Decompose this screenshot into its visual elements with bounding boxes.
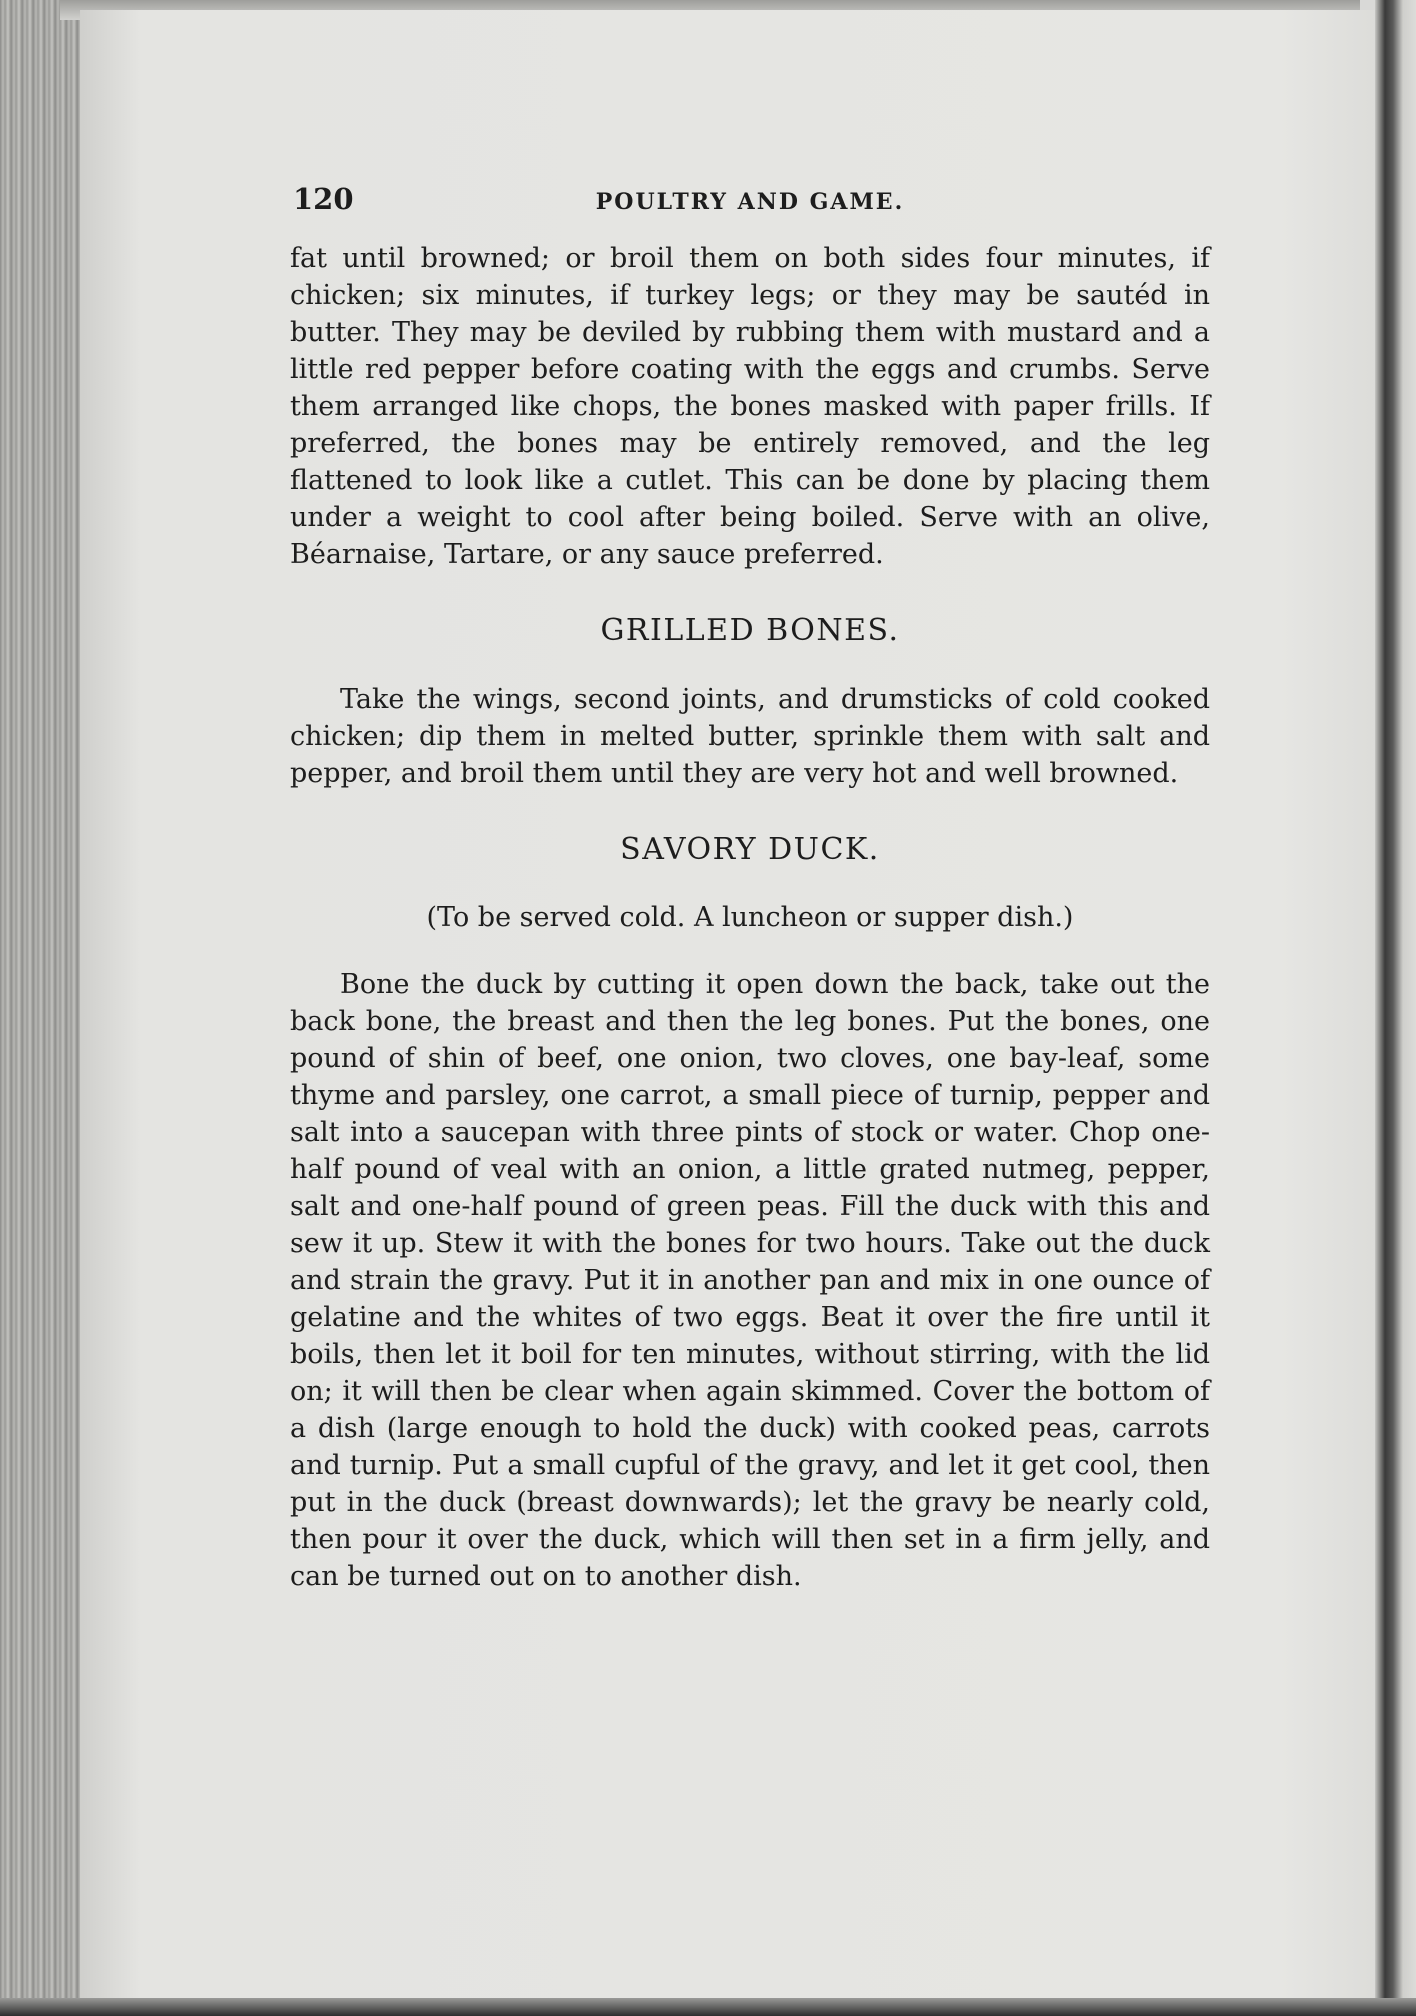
recipe-body-savory-duck: Bone the duck by cutting it open down the back, take out the back bone, the breast and then the leg bones. Put the bones, one pound of shin of beef, one onion, two cloves, one bay-leaf, some thyme and parsley, one carrot, a small piece of turnip, pepper and salt into a saucepan with three pints of stock or water. Chop one-half pound of veal with an onion, a little grated nutmeg, pepper, salt and one-half pound of green peas. Fill the duck with this and sew it up. Stew it with the bones for two hours. Take out the duck and strain the gravy. Put it in another pan and mix in one ounce of gelatine and the whites of two eggs. Beat it over the fire until it boils, then let it boil for ten minutes, without stirring, with the lid on; it will then be clear when again skimmed. Cover the bottom of a dish (large enough to hold the duck) with cooked peas, carrots and turnip. Put a small cupful of the gravy, and let it get cool, then put in the duck (breast downwards); let the gravy be nearly cold, then pour it over the duck, which will then set in a firm jelly, and can be turned out on to another dish. bbox=[290, 969, 1210, 1592]
recipe-title-savory-duck: SAVORY DUCK. bbox=[620, 832, 880, 867]
recipe-body-grilled-bones: Take the wings, second joints, and drumsticks of cold cooked chicken; dip them in melted butter, sprinkle them with salt and pepper, and broil them until they are very hot and well browned. bbox=[290, 684, 1210, 789]
page-number: 120 bbox=[293, 182, 354, 216]
recipe-subtitle-savory-duck: (To be served cold. A luncheon or supper dish.) bbox=[426, 902, 1074, 933]
book-gutter bbox=[1375, 0, 1416, 2016]
recipe-title-grilled-bones: GRILLED BONES. bbox=[600, 613, 900, 648]
page-edges-left bbox=[0, 0, 90, 2016]
running-head-title: POULTRY AND GAME. bbox=[595, 189, 905, 215]
page-text bbox=[290, 180, 1210, 1595]
bottom-shadow bbox=[0, 1998, 1416, 2016]
running-head bbox=[290, 180, 1210, 240]
intro-paragraph: fat until browned; or broil them on both sides four minutes, if chicken; six minutes, if turkey legs; or they may be sautéd in butter. They may be deviled by rubbing them with mustard and a little red pepper before coating with the eggs and crumbs. Serve them arranged like chops, the bones masked with paper frills. If preferred, the bones may be entirely removed, and the leg flattened to look like a cutlet. This can be done by placing them under a weight to cool after being boiled. Serve with an olive, Béarnaise, Tartare, or any sauce preferred. bbox=[290, 243, 1210, 570]
